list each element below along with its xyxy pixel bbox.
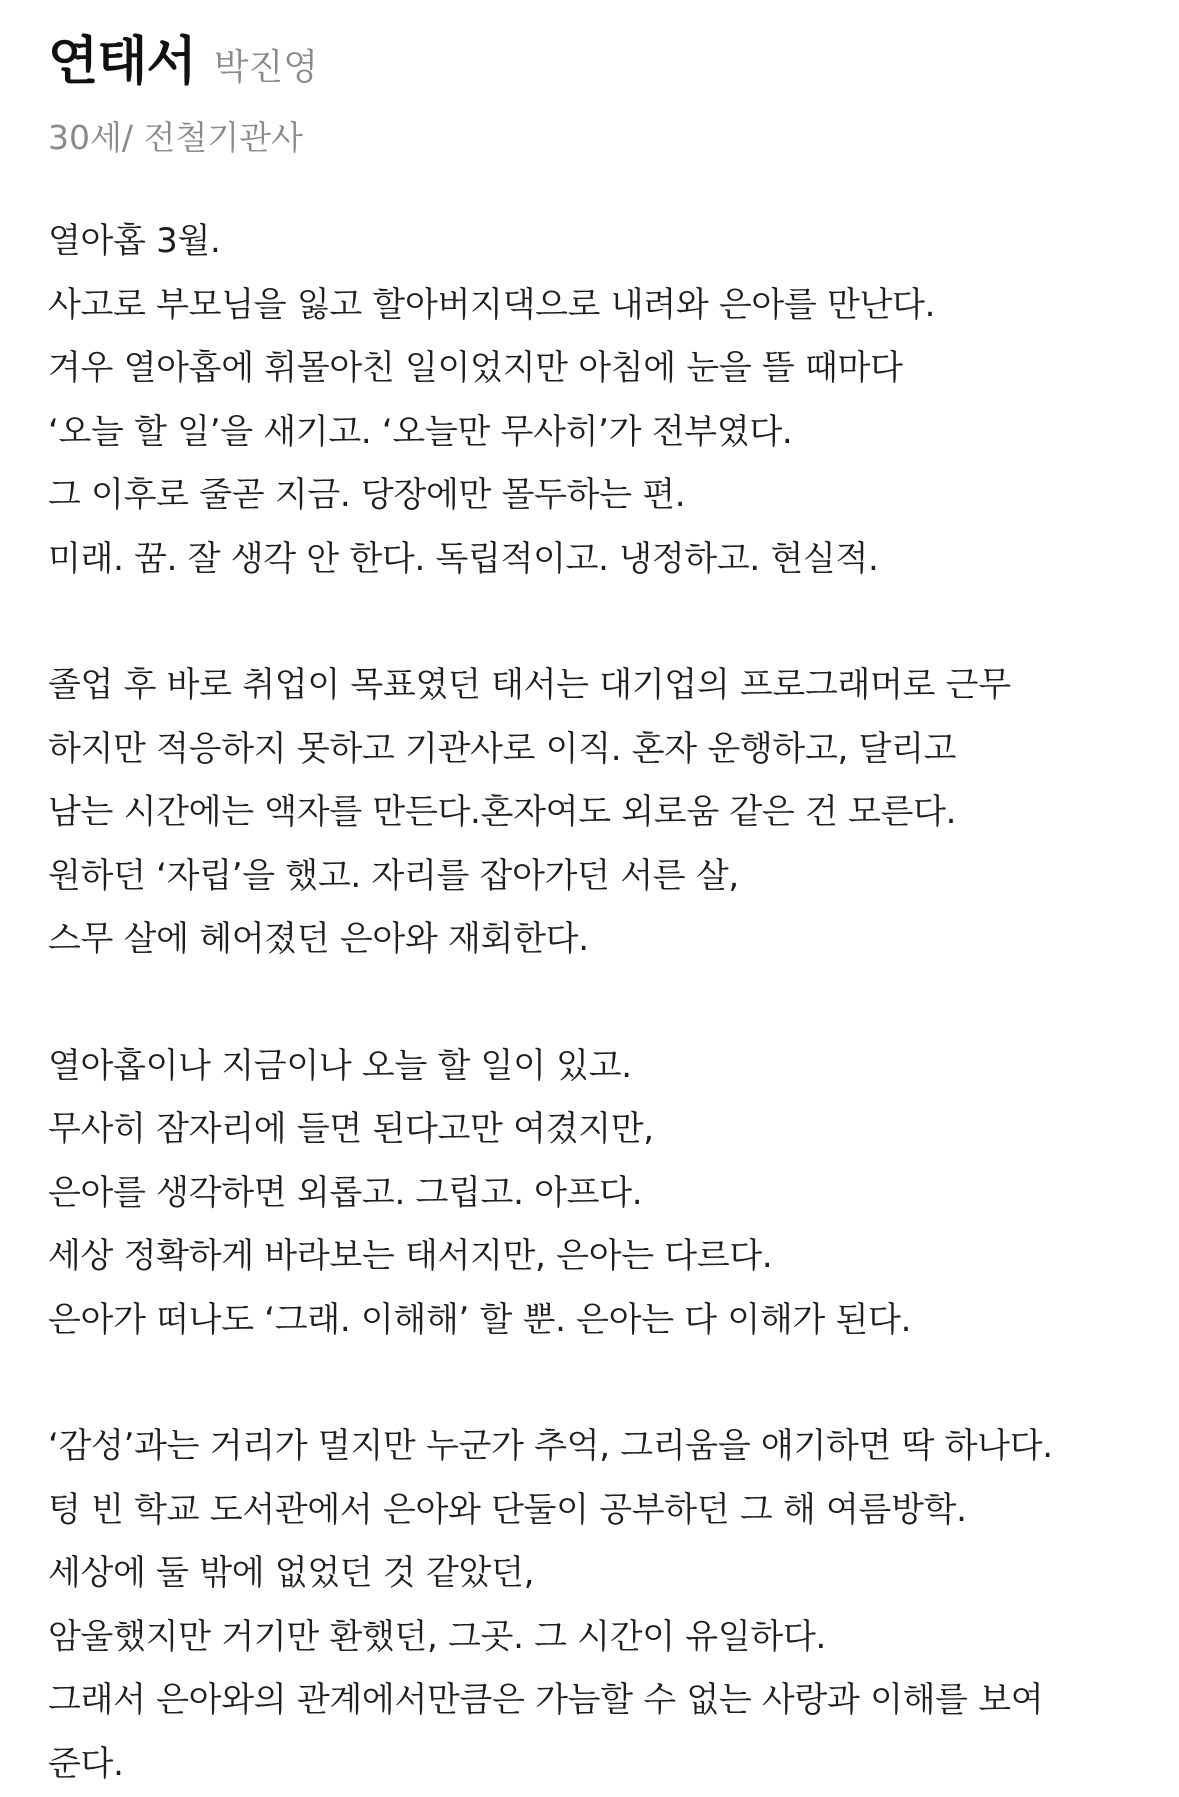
profile-header — [48, 22, 1139, 102]
text-line: 세상 정확하게 바라보는 태서지만, 은아는 다르다. — [48, 1236, 773, 1276]
text-line: 사고로 부모님을 잃고 할아버지댁으로 내려와 은아를 만난다. — [48, 284, 936, 325]
text-line: ‘감성’과는 거리가 멀지만 누군가 추억, 그리움을 얘기하면 딱 하나다. — [48, 1426, 1053, 1466]
text-line: 남는 시간에는 액자를 만든다.혼자여도 외로움 같은 건 모른다. — [48, 792, 957, 832]
text-line: ‘오늘 할 일’을 새기고. ‘오늘만 무사히’가 전부였다. — [48, 411, 793, 452]
paragraph-4 — [48, 1415, 1139, 1796]
text-line: 미래. 꿈. 잘 생각 안 한다. 독립적이고. 냉정하고. 현실적. — [48, 538, 879, 579]
text-line: 그 이후로 줄곧 지금. 당장에만 몰두하는 편. — [48, 475, 686, 515]
paragraph-1 — [48, 210, 1139, 591]
text-line: 은아가 떠나도 ‘그래. 이해해’ 할 뿐. 은아는 다 이해가 된다. — [48, 1299, 912, 1340]
text-line: 졸업 후 바로 취업이 목표였던 태서는 대기업의 프로그래머로 근무 — [48, 665, 1011, 705]
actor-name: 박진영 — [213, 47, 319, 88]
text-line: 하지만 적응하지 못하고 기관사로 이직. 혼자 운행하고, 달리고 — [48, 728, 957, 769]
paragraph-2 — [48, 654, 1139, 972]
text-line: 준다. — [48, 1743, 124, 1784]
character-description — [48, 210, 1139, 1796]
text-line: 은아를 생각하면 외롭고. 그립고. 아프다. — [48, 1172, 643, 1213]
text-line: 겨우 열아홉에 휘몰아친 일이었지만 아침에 눈을 뜰 때마다 — [48, 348, 903, 388]
character-name: 연태서 — [48, 32, 196, 92]
text-line: 열아홉 3월. — [48, 221, 221, 261]
character-age-job: 30세/ 전철기관사 — [48, 118, 303, 157]
text-line: 암울했지만 거기만 환했던, 그곳. 그 시간이 유일하다. — [48, 1616, 826, 1657]
text-line: 스무 살에 헤어졌던 은아와 재회한다. — [48, 919, 589, 959]
text-line: 그래서 은아와의 관계에서만큼은 가늠할 수 없는 사랑과 이해를 보여 — [48, 1680, 1044, 1720]
text-line: 열아홉이나 지금이나 오늘 할 일이 있고. — [48, 1045, 632, 1086]
paragraph-3 — [48, 1035, 1139, 1353]
text-line: 텅 빈 학교 도서관에서 은아와 단둘이 공부하던 그 해 여름방학. — [48, 1489, 967, 1530]
text-line: 무사히 잠자리에 들면 된다고만 여겼지만, — [48, 1109, 654, 1149]
text-line: 원하던 ‘자립’을 했고. 자리를 잡아가던 서른 살, — [48, 855, 739, 896]
text-line: 세상에 둘 밖에 없었던 것 같았던, — [48, 1553, 535, 1593]
